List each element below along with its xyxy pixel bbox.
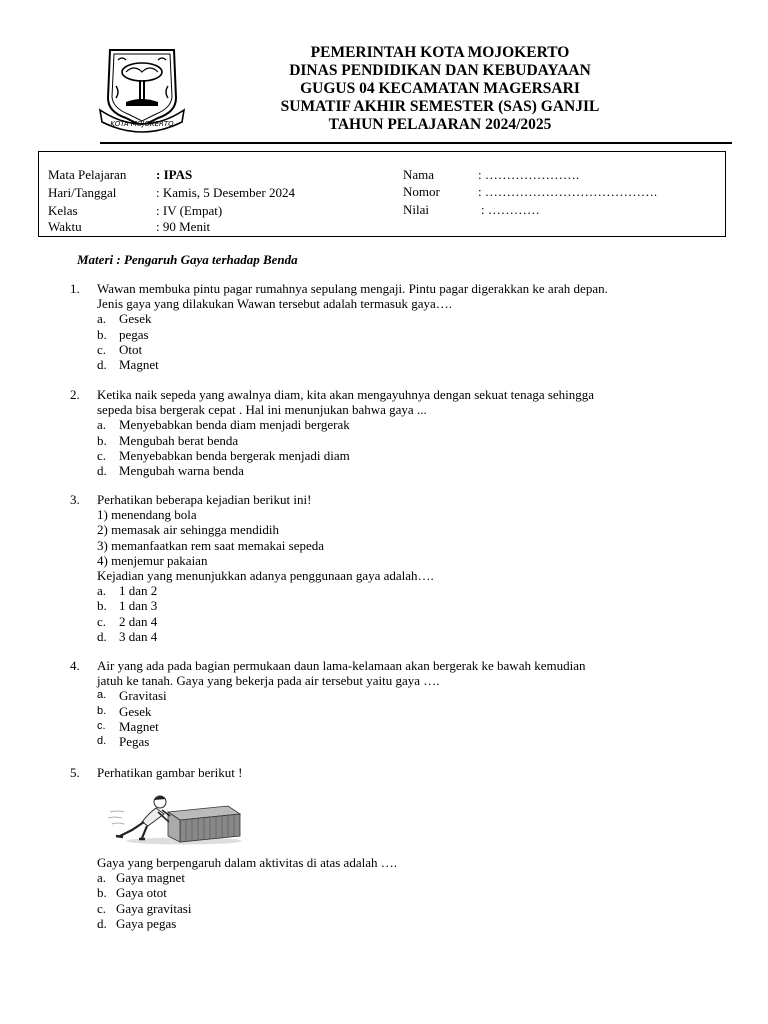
question-text: Perhatikan gambar berikut ! <box>97 765 243 780</box>
option-d: d. Gaya pegas <box>97 915 177 931</box>
mapel-value: : IPAS <box>156 167 193 182</box>
option-c: c. 2 dan 4 <box>97 613 158 629</box>
exam-header <box>205 44 675 134</box>
option-b: b. Gesek <box>97 703 152 719</box>
logo-ribbon-text: KOTA MOJOKERTO <box>110 120 174 128</box>
kota-mojokerto-emblem <box>96 42 188 134</box>
kelas-label: Kelas <box>48 203 78 218</box>
question-text: Ketika naik sepeda yang awalnya diam, kita akan mengayuhnya dengan sekuat tenaga sehingga <box>97 387 595 402</box>
child-pushing-box-illustration <box>106 792 244 846</box>
statement-4: 4) menjemur pakaian <box>97 552 208 568</box>
nama-value: : …………………. <box>478 167 580 182</box>
materi-heading: Materi : Pengaruh Gaya terhadap Benda <box>77 252 298 267</box>
question-text: Perhatikan beberapa kejadian berikut ini! <box>97 492 312 507</box>
nama-label: Nama <box>403 167 435 182</box>
question-number: 1. <box>70 281 80 296</box>
header-line-2: DINAS PENDIDIKAN DAN KEBUDAYAAN <box>289 62 591 79</box>
header-line-4: SUMATIF AKHIR SEMESTER (SAS) GANJIL <box>280 98 600 115</box>
question-number: 2. <box>70 387 80 402</box>
waktu-value: : 90 Menit <box>156 219 211 234</box>
nomor-value: : …………………………………. <box>478 184 658 199</box>
mapel-label: Mata Pelajaran <box>48 167 127 182</box>
option-d: d. Magnet <box>97 356 159 372</box>
question-text: Jenis gaya yang dilakukan Wawan tersebut adalah termasuk gaya…. <box>97 296 453 312</box>
question-text: Kejadian yang menunjukkan adanya penggunaan gaya adalah…. <box>97 568 434 584</box>
option-b: b. 1 dan 3 <box>97 598 158 614</box>
nilai-label: Nilai <box>403 202 429 217</box>
statement-2: 2) memasak air sehingga mendidih <box>97 522 279 538</box>
option-a: a. Menyebabkan benda diam menjadi bergerak <box>97 417 350 433</box>
nilai-value: : ………… <box>481 202 540 217</box>
student-info-box <box>38 151 726 237</box>
question-number: 5. <box>70 765 80 780</box>
question-text: jatuh ke tanah. Gaya yang bekerja pada air tersebut yaitu gaya …. <box>97 673 440 689</box>
question-text: Wawan membuka pintu pagar rumahnya sepulang mengaji. Pintu pagar digerakkan ke arah depan. <box>97 281 608 296</box>
header-line-5: TAHUN PELAJARAN 2024/2025 <box>328 116 552 133</box>
header-line-1: PEMERINTAH KOTA MOJOKERTO <box>310 44 570 61</box>
option-b: b. Gaya otot <box>97 885 167 901</box>
option-c: c. Otot <box>97 341 143 357</box>
question-text: Gaya yang berpengaruh dalam aktivitas di atas adalah …. <box>97 855 397 870</box>
statement-3: 3) memanfaatkan rem saat memakai sepeda <box>97 537 325 553</box>
option-a: a. Gravitasi <box>97 688 167 704</box>
option-a: a. Gesek <box>97 311 152 327</box>
option-b: b. pegas <box>97 326 149 342</box>
option-d: d. 3 dan 4 <box>97 628 158 644</box>
hari-label: Hari/Tanggal <box>48 185 117 200</box>
question-text: sepeda bisa bergerak cepat . Hal ini menunjukan bahwa gaya ... <box>97 402 427 418</box>
question-number: 4. <box>70 658 80 673</box>
kelas-value: : IV (Empat) <box>156 203 223 218</box>
question-number: 3. <box>70 492 80 507</box>
option-d: d. Mengubah warna benda <box>97 462 244 478</box>
nomor-label: Nomor <box>403 184 440 199</box>
option-c: c. Magnet <box>97 718 159 734</box>
header-line-3: GUGUS 04 KECAMATAN MAGERSARI <box>300 80 580 97</box>
option-b: b. Mengubah berat benda <box>97 432 239 448</box>
option-c: c. Gaya gravitasi <box>97 900 192 916</box>
option-c: c. Menyebabkan benda bergerak menjadi diam <box>97 447 350 463</box>
question-text: Air yang ada pada bagian permukaan daun lama-kelamaan akan bergerak ke bawah kemudian <box>97 658 586 673</box>
option-d: d. Pegas <box>97 733 150 749</box>
header-divider <box>100 142 732 144</box>
waktu-label: Waktu <box>48 219 82 234</box>
option-a: a. Gaya magnet <box>97 870 185 886</box>
hari-value: : Kamis, 5 Desember 2024 <box>156 185 296 200</box>
option-a: a. 1 dan 2 <box>97 583 158 599</box>
statement-1: 1) menendang bola <box>97 507 197 523</box>
